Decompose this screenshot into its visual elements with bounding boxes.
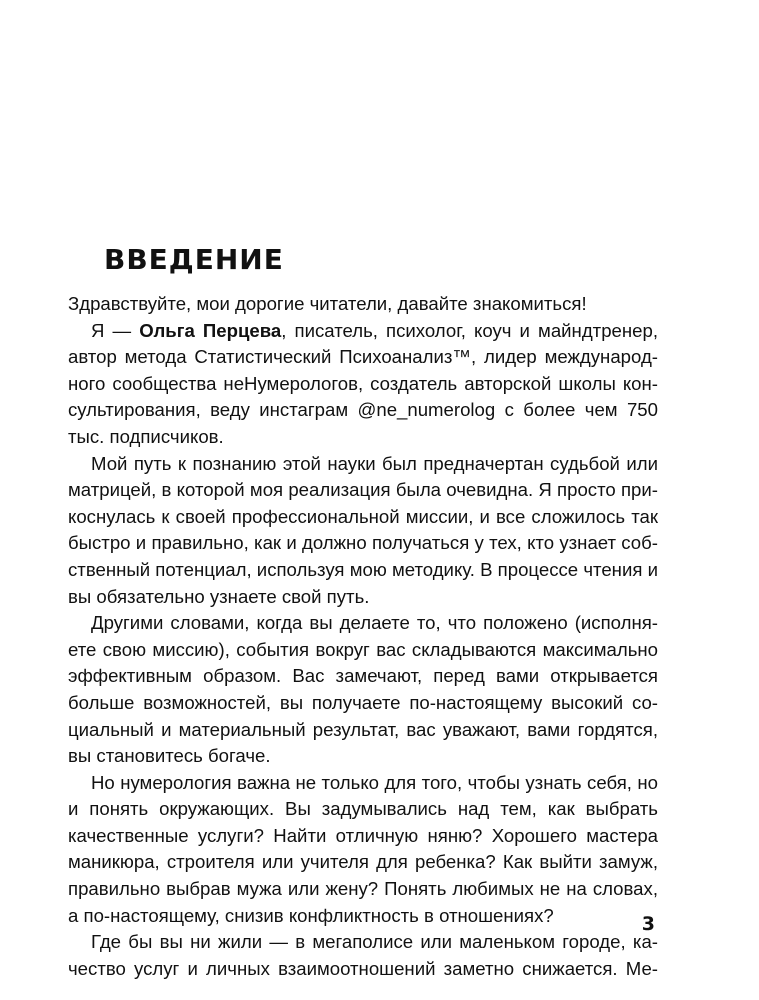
paragraph-intro (68, 318, 658, 451)
author-name: Ольга Перцева (139, 319, 282, 341)
intro-prefix: Я — (91, 319, 140, 341)
paragraph-path: Мой путь к познанию этой науки был предначертан судьбой или матрицей, в которой моя реализация была очевидна. Я просто прикоснулась к своей профессиональной миссии, и все сложилось так быстро и правильно, как и должно получаться у тех, кто узнает собственный потенциал, используя мою методику. В процессе чтения и вы обязательно узнаете свой путь. (68, 452, 658, 607)
paragraph-mission: Другими словами, когда вы делаете то, что положено (исполняете свою миссию), события вокруг вас складываются максимально эффективным образом. Вас замечают, перед вами открывается больше возможностей, вы получаете по-настоящему высокий социальный и материальный результат, вас уважают, вами гордятся, вы становитесь богаче. (68, 612, 658, 767)
intro-suffix: , писатель, психолог, коуч и майндтренер, автор метода Статистический Психоанализ™, лидер международного сообщества неНумерологов, создатель авторской школы консультирования, веду инстаграм @ne_numerolog с более чем 750 тыс. подписчиков. (68, 319, 658, 447)
paragraph-others: Но нумерология важна не только для того, чтобы узнать себя, но и понять окружающих. Вы задумывались над тем, как выбрать качественные услуги? Найти отличную няню? Хорошего мастера маникюра, строителя или учителя для ребенка? Как выйти замуж, правильно выбрав мужа или жену? Понять любимых не на словах, а по-настоящему, снизив конфликтность в отношениях? (68, 771, 658, 926)
paragraph-greeting: Здравствуйте, мои дорогие читатели, давайте знакомиться! (68, 293, 587, 314)
chapter-heading: ВВЕДЕНИЕ (104, 243, 284, 276)
page-number: 3 (641, 913, 655, 935)
paragraph-cities: Где бы вы ни жили — в мегаполисе или маленьком городе, качество услуг и личных взаимоотношений заметно снижается. Ме- (68, 931, 658, 979)
body-text (68, 291, 658, 982)
